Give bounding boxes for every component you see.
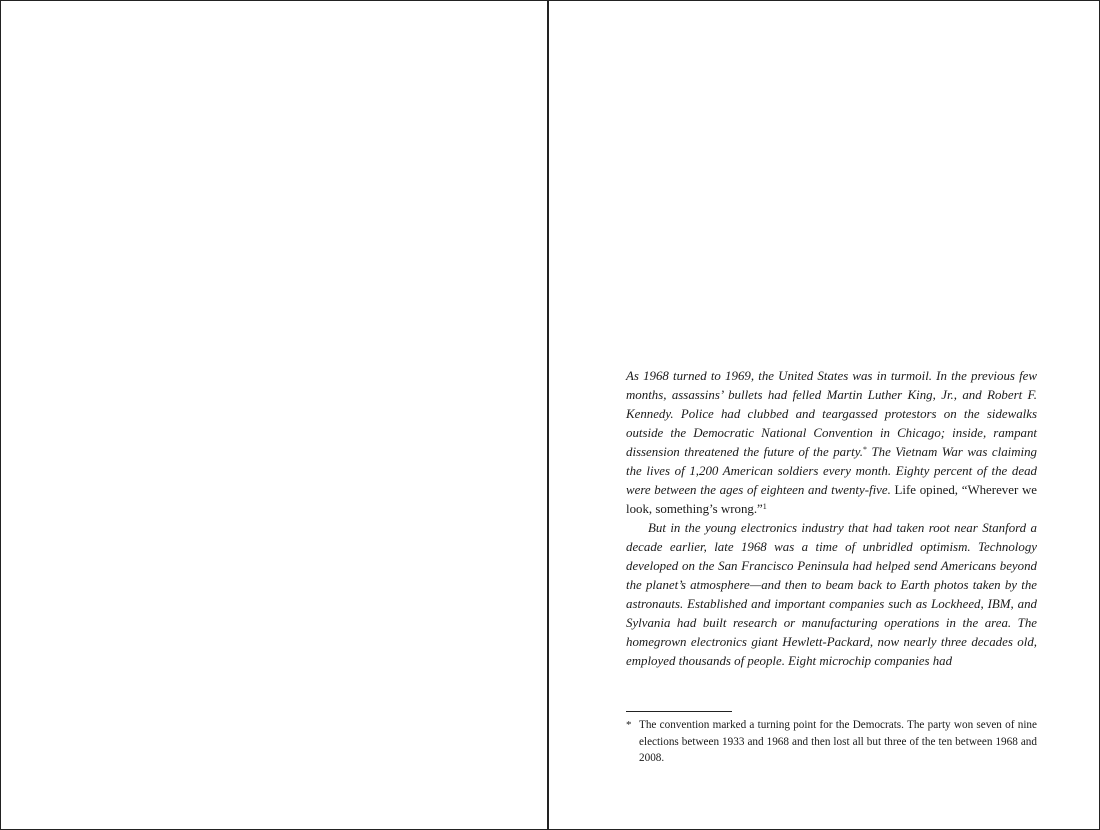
paragraph-2: But in the young electronics industry that had taken root near Stanford a decade earlier, late 1968 was a time of unbridled optimism. Technology developed on the San Francisco Peninsula had helped send Americans beyond the planet’s atmosphere—and then to beam back to Earth photos taken by the astronauts. Established and important companies such as Lockheed, IBM, and Sylvania had built research or manufacturing operations in the area. The homegrown electronics giant Hewlett-Packard, now nearly three decades old, employed thousands of people. Eight microchip companies had — [626, 521, 1037, 668]
left-page-blank — [1, 1, 549, 829]
footnote-marker: * — [626, 719, 632, 731]
footnote-text: The convention marked a turning point for the Democrats. The party won seven of nine elections between 1933 and 1968 and then lost all but three of the ten between 1968 and 2008. — [639, 719, 1037, 764]
paragraph-1-text-a: As 1968 turned to 1969, the United States was in turmoil. In the previous few months, assassins’ bullets had felled Martin Luther King, Jr., and Robert F. Kennedy. Police had clubbed and teargassed protestors on the sidewalks outside the Democratic National Convention in Chicago; inside, rampant dissension threatened the future of the party. — [626, 369, 1037, 459]
footnote-reference-mark: * — [862, 445, 867, 454]
paragraph-1-text-b: The Vietnam War was claiming the lives of 1,200 American soldiers every month. Eighty percent of the dead were between the ages of eighteen and twenty-five. — [626, 445, 1037, 497]
footnote — [626, 717, 1037, 767]
paragraph-1-text-c: opined, “Wherever we look, something’s wrong.” — [626, 483, 1037, 516]
chapter-body-text — [626, 367, 1037, 671]
endnote-reference-number: 1 — [762, 502, 767, 511]
footnote-separator-rule — [626, 711, 732, 712]
paragraph-1 — [626, 367, 1037, 519]
right-page — [549, 1, 1099, 829]
magazine-title: Life — [894, 483, 917, 497]
